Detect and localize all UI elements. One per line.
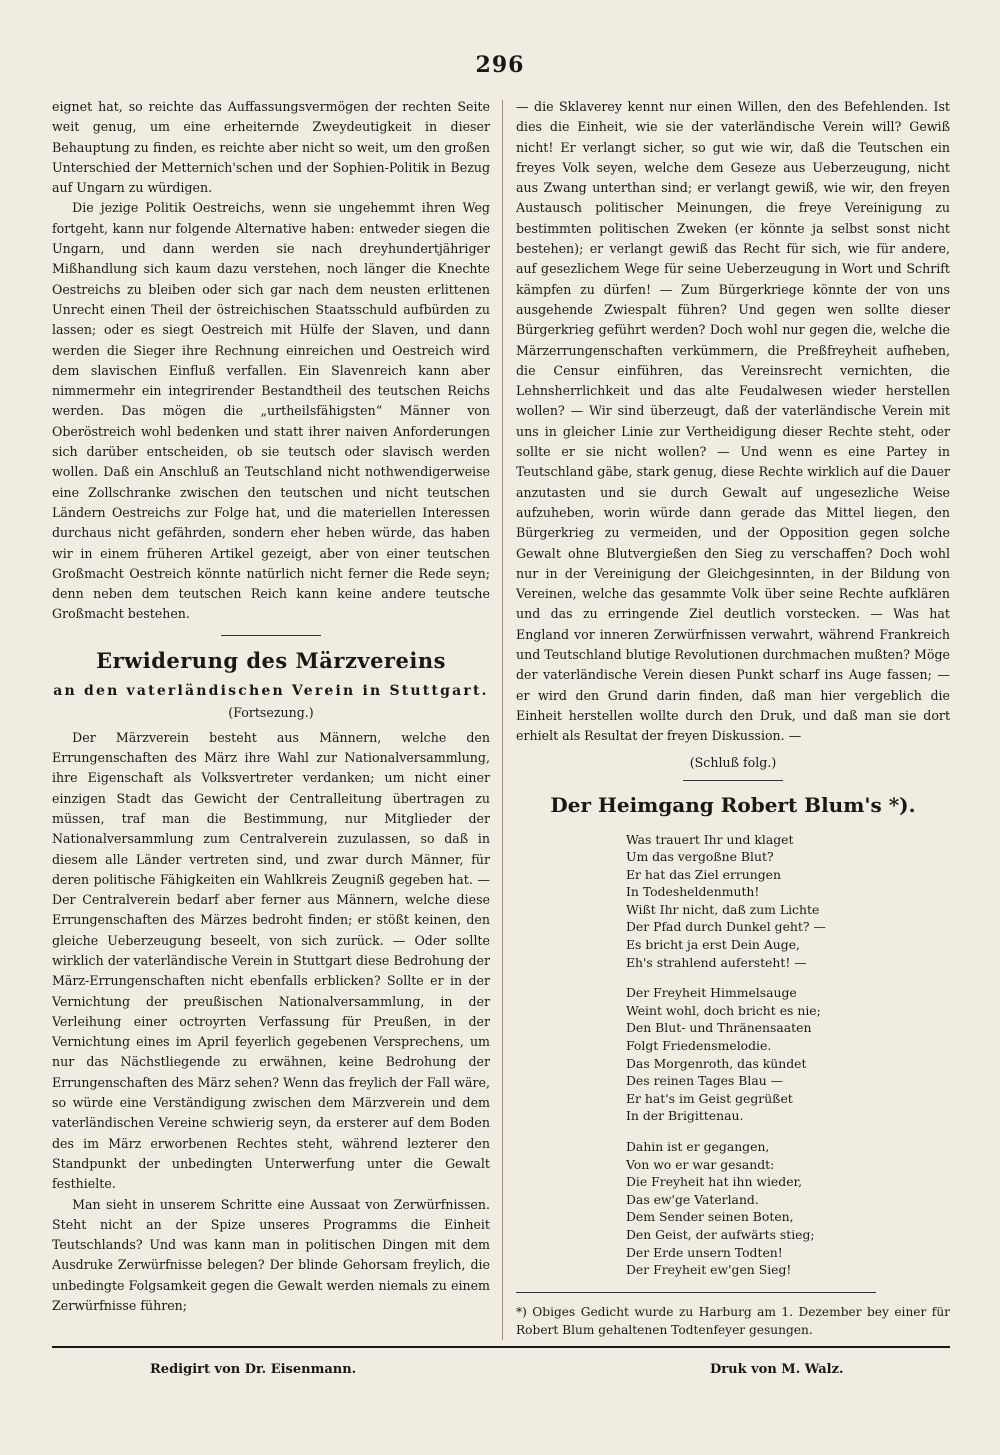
poem-verse: Wißt Ihr nicht, daß zum Lichte [626,901,820,917]
poem-verse: Dahin ist er gegangen, [626,1139,770,1154]
poem-verse: Den Blut- und Thränensaaten [626,1020,812,1036]
editor-imprint: Redigirt von Dr. Eisenmann. [150,1362,357,1377]
poem-verse: Die Freyheit hat ihn wieder, [626,1174,803,1190]
intro-paragraph: Die jezige Politik Oestreichs, wenn sie ungehemmt ihren Weg fortgeht, kann nur folgende Alternative haben: entweder siegen die Ungarn, und dann werden sie nach dreyhundertjähriger Mißhandlung sich kaum dazu verstehen, noch länger die Knechte Oestreichs zu bleiben oder sich gar nach dem neusten erlittenen Unrecht einen Theil der östreichischen Staatsschuld aufbürden zu lassen; oder es siegt Oestreich mit Hülfe der Slaven, und dann werden die Sieger ihre Rechnung einreichen und Oestreich wird dem slavischen Einfluß verfallen. Ein Slavenreich kann aber nimmermehr ein integrirender Bestandtheil des teutschen Reichs werden. Das mögen die „urtheilsfähigsten“ Männer von Oberöstreich wohl bedenken und statt ihrer naiven Anforderungen sich darüber entscheiden, ob sie teutsch oder slavisch werden wollen. Daß ein Anschluß an Teutschland nicht nothwendigerweise eine Zollschranke zwischen den teutschen und nicht teutschen Ländern Oestreichs zur Folge hat, und die materiellen Interessen durchaus nicht gefährden, sondern eher heben würde, das haben wir in einem früheren Artikel gezeigt, aber von einer teutschen Großmacht Oestreich könnte natürlich nicht ferner die Rede seyn; denn neben dem teutschen Reich kann keine andere teutsche Großmacht bestehen. [52,200,490,622]
article-title: Erwiderung des Märzvereins [96,647,446,673]
poem-verse: Von wo er war gesandt: [626,1156,775,1172]
right-column [516,97,950,1342]
article-continuation-note: (Fortsezung.) [228,704,314,720]
article-subtitle: an den vaterländischen Verein in Stuttgart. [53,682,489,699]
column-divider [502,100,503,1340]
poem-stanza [626,831,950,972]
poem-verse: Es bricht ja erst Dein Auge, [626,937,800,953]
footnote-divider [516,1292,876,1293]
imprint-rule [52,1346,950,1348]
poem-verse: Um das vergoßne Blut? [626,849,774,865]
poem [626,831,950,1279]
poem-verse: Der Freyheit Himmelsauge [626,985,797,1001]
poem-verse: Er hat das Ziel errungen [626,866,781,882]
poem-verse: Der Erde unsern Todten! [626,1244,783,1260]
section-divider [683,780,783,781]
poem-verse: In Todesheldenmuth! [626,884,760,900]
poem-verse: Er hat's im Geist gegrüßet [626,1090,793,1106]
article-end-note: (Schluß folg.) [689,754,777,770]
printer-imprint: Druk von M. Walz. [710,1362,844,1377]
poem-verse: Folgt Friedensmelodie. [626,1038,772,1054]
article-paragraph: Der Märzverein besteht aus Männern, welche den Errungenschaften des März ihre Wahl zur Nationalversammlung, ihre Eigenschaft als Volksvertreter verdanken; um nicht einer einzigen Stadt das Gewicht der Centralleitung übertragen zu müssen, traf man die Bestimmung, nur Mitglieder der Nationalversammlung zum Centralverein zuzulassen, so daß in diesem alle Länder vertreten sind, und zwar durch Männer, für deren politische Fähigkeiten ein Wahlkreis Zeugniß gegeben hat. — Der Centralverein bedarf aber ferner aus Männern, welche diese Errungenschaften des Märzes bedroht finden; er stößt keinen, den gleiche Ueberzeugung beseelt, von sich zurück. — Oder sollte wirklich der vaterländische Verein in Stuttgart diese Bedrohung der März-Errungenschaften nicht ebenfalls erblicken? Sollte er in der Vernichtung der preußischen Nationalversammlung, in der Verleihung einer octroyrten Verfassung für Preußen, in der Vernichtung eines im April feyerlich gegebenen Versprechens, um nur das Nächstliegende zu erwähnen, keine Bedrohung der Errungenschaften des März sehen? Wenn das freylich der Fall wäre, so würde eine Verständigung zwischen dem Märzverein und dem vaterländischen Vereine schwierig seyn, da ersterer auf dem Boden des im März erworbenen Rechtes steht, während lezterer den Standpunkt der unbedingten Unterwerfung unter die Gewalt festhielte. [52,729,490,1192]
poem-verse: Weint wohl, doch bricht es nie; [626,1002,821,1018]
poem-verse: Dem Sender seinen Boten, [626,1209,794,1225]
left-column [52,97,490,1342]
poem-stanza [626,1138,950,1279]
poem-verse: Das ew'ge Vaterland. [626,1191,759,1207]
section-divider [221,635,321,636]
intro-paragraph: eignet hat, so reichte das Auffassungsvermögen der rechten Seite weit genug, um eine erheiternde Zweydeutigkeit in dieser Behauptung zu finden, es reichte aber nicht so weit, um den großen Unterschied der Metternich'schen und der Sophien-Politik in Bezug auf Ungarn zu würdigen. [52,99,490,196]
poem-verse: Der Freyheit ew'gen Sieg! [626,1262,792,1278]
poem-verse: Eh's strahlend aufersteht! — [626,954,807,970]
footnote: *) Obiges Gedicht wurde zu Harburg am 1. Dezember bey einer für Robert Blum gehaltenen Todtenfeyer gesungen. [516,1304,950,1337]
poem-stanza [626,984,950,1125]
poem-verse: Der Pfad durch Dunkel geht? — [626,919,826,935]
poem-verse: In der Brigittenau. [626,1108,744,1124]
poem-verse: Das Morgenroth, das kündet [626,1055,807,1071]
poem-title: Der Heimgang Robert Blum's *). [550,792,916,817]
poem-verse: Was trauert Ihr und klaget [626,831,794,847]
poem-verse: Des reinen Tages Blau — [626,1073,784,1089]
article-paragraph: Man sieht in unserem Schritte eine Aussaat von Zerwürfnissen. Steht nicht an der Spize unseres Programms die Einheit Teutschlands? Und was kann man in politischen Dingen mit dem Ausdruke Zerwürfnisse belegen? Der blinde Gehorsam freylich, die unbedingte Folgsamkeit gegen die Gewalt werden niemals zu einem Zerwürfnisse führen; [52,1196,490,1314]
poem-verse: Den Geist, der aufwärts stieg; [626,1226,815,1242]
page-number: 296 [475,52,525,78]
article-paragraph: — die Sklaverey kennt nur einen Willen, den des Befehlenden. Ist dies die Einheit, wie sie der vaterländische Verein will? Gewiß nicht! Er verlangt sicher, so gut wie wir, daß die Teutschen ein freyes Volk seyen, welche dem Geseze aus Ueberzeugung, nicht aus Zwang unterthan sind; er verlangt gewiß, wie wir, den freyen Austausch politischer Meinungen, die freye Vereinigung zu bestimmten politischen Zweken (er könnte ja selbst sonst nicht bestehen); er verlangt gewiß das Recht für sich, wie für andere, auf gesezlichem Wege für seine Ueberzeugung in Wort und Schrift kämpfen zu dürfen! — Zum Bürgerkriege könnte der von uns ausgehende Zwiespalt führen? Und gegen wen sollte dieser Bürgerkrieg geführt werden? Doch wohl nur gegen die, welche die Märzerrungenschaften verkümmern, die Preßfreyheit aufheben, die Censur einführen, das Vereinsrecht vernichten, die Lehnsherrlichkeit und das alte Feudalwesen wieder herstellen wollen? — Wir sind überzeugt, daß der vaterländische Verein mit uns in gleicher Linie zur Vertheidigung dieser Rechte steht, oder sollte er sie nicht wollen? — Und wenn es eine Partey in Teutschland gäbe, stark genug, diese Rechte wirklich auf die Dauer anzutasten und sie durch Gewalt auf ungesezliche Weise aufzuheben, worin würde dann gerade das Mittel liegen, den Bürgerkrieg zu vermeiden, und der Opposition gegen solche Gewalt ohne Blutvergießen den Sieg zu verschaffen? Doch wohl nur in der Vereinigung der Gleichgesinnten, in der Bildung von Vereinen, welche das gesammte Volk über seine Rechte aufklären und das zu erringende Ziel deutlich vorstecken. — Was hat England vor inneren Zerwürfnissen verwahrt, während Frankreich und Teutschland blutige Revolutionen durchmachen mußten? Möge der vaterländische Verein diesen Punkt scharf ins Auge fassen; — er wird den Grund darin finden, daß man hier vergeblich die Einheit herstellen wollte durch den Druk, und daß man sie dort erhielt als Resultat der freyen Diskussion. — [516,99,950,744]
